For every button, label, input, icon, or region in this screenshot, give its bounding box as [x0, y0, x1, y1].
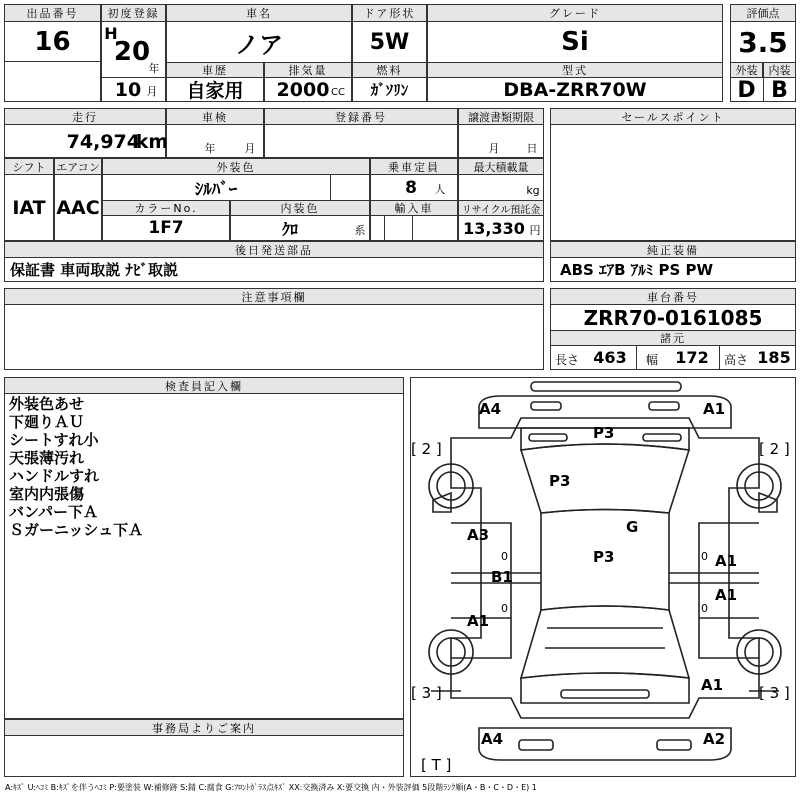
damage-a1-right-lower: A1 [715, 586, 738, 604]
fuel-label: 燃料 [352, 62, 427, 78]
fuel: ｶﾞｿﾘﾝ [370, 81, 409, 99]
inspector-label: 検査員記入欄 [4, 377, 404, 394]
shift-label: シフト [4, 158, 54, 175]
chassis-label: 車台番号 [550, 288, 796, 305]
transfer-month-unit: 月 [488, 142, 500, 155]
chassis-number: ZRR70-0161085 [583, 305, 763, 330]
transfer-day-unit: 日 [526, 142, 538, 155]
month-unit: 月 [146, 85, 158, 98]
recycle-unit: 円 [529, 224, 541, 237]
door-label: ドア形状 [352, 4, 427, 22]
capacity: 8 [405, 177, 417, 198]
damage-legend: A:ｷｽﾞ U:ﾍｺﾐ B:ｷｽﾞを伴うﾍｺﾐ P:要塗装 W:補修跡 S:錆 C:腐食 G:ﾌﾛﾝﾄｶﾞﾗｽ点ｷｽﾞ XX:交換済み X:要交換 内・外装評価 5段階ﾗﾝｸ順(A・B・C・D・E) 1 [5, 783, 537, 792]
sales-point-box [550, 124, 796, 241]
inspector-line: 下廻りＡＵ [9, 413, 85, 431]
history-label: 車歴 [166, 62, 264, 78]
office-label: 事務局よりご案内 [4, 719, 404, 736]
door-type: 5W [369, 29, 410, 55]
ext-color: ｼﾙﾊﾞｰ [194, 180, 238, 200]
sales-point-label: セールスポイント [550, 108, 796, 125]
capacity-unit: 人 [434, 183, 446, 196]
tire-tag-rear-left: [ 3 ] [411, 684, 442, 702]
inspector-line: 外装色あせ [9, 395, 85, 413]
inspection-label: 車検 [166, 108, 264, 125]
color-no: 1F7 [148, 218, 184, 238]
lot-number: 16 [34, 27, 71, 57]
genuine-label: 純正装備 [550, 241, 796, 258]
ac-label: エアコン [54, 158, 102, 175]
grade-label: グレード [427, 4, 723, 22]
notes-box [4, 304, 544, 370]
genuine-equipment: ABS ｴｱB ｱﾙﾐ PS PW [560, 261, 714, 279]
displacement: 2000 [276, 78, 330, 101]
later-parts-label: 後日発送部品 [4, 241, 544, 258]
int-color-unit: 系 [354, 224, 366, 237]
damage-zero-right-1: 0 [701, 550, 708, 563]
max-load-unit: kg [526, 183, 540, 197]
import-divider-2 [412, 215, 413, 241]
inspector-line: Ｓガーニッシュ下Ａ [9, 521, 144, 539]
height: 185 [757, 348, 791, 367]
dims-label: 諸元 [550, 330, 796, 346]
lot-divider [4, 61, 101, 62]
damage-p3-hood: P3 [549, 472, 571, 490]
damage-a4-rear: A4 [481, 730, 504, 748]
import-label: 輸入車 [370, 200, 458, 216]
score-divider [763, 78, 764, 102]
year-unit: 年 [148, 62, 160, 75]
reg-no-cell [264, 124, 458, 158]
reg-year: 20 [113, 37, 151, 67]
damage-p3-windshield: P3 [593, 424, 615, 442]
dims-divider-1 [636, 345, 637, 370]
model: DBA-ZRR70W [503, 78, 647, 101]
damage-p3-roof: P3 [593, 548, 615, 566]
int-color: ｸﾛ [281, 219, 298, 239]
inspector-line: 室内内張傷 [9, 485, 85, 503]
width: 172 [675, 348, 709, 367]
model-label: 型式 [427, 62, 723, 78]
capacity-label: 乗車定員 [370, 158, 458, 175]
damage-a3-left: A3 [467, 526, 490, 544]
damage-a1-rear-right: A1 [701, 676, 724, 694]
max-load-label: 最大積載量 [458, 158, 544, 175]
exterior-label: 外装 [730, 62, 763, 78]
era-letter: H [104, 23, 118, 43]
grade: Si [561, 27, 589, 57]
displacement-unit: CC [331, 86, 345, 98]
import-divider [384, 215, 385, 241]
tire-tag-front-right: [ 2 ] [759, 440, 790, 458]
damage-g: G [626, 518, 639, 536]
inspector-line: シートすれ小 [9, 431, 99, 449]
lot-number-label: 出品番号 [4, 4, 101, 22]
ext-color-label: 外装色 [102, 158, 370, 175]
damage-a1-front: A1 [703, 400, 726, 418]
length: 463 [593, 348, 627, 367]
interior-grade: B [771, 77, 788, 103]
transfer-label: 譲渡書類期限 [458, 108, 544, 125]
interior-label: 内装 [763, 62, 796, 78]
damage-a1-right-upper: A1 [715, 552, 738, 570]
damage-a1-left: A1 [467, 612, 490, 630]
car-name-label: 車名 [166, 4, 352, 22]
car-name: ノア [235, 30, 283, 59]
reg-no-label: 登録番号 [264, 108, 458, 125]
damage-zero-right-2: 0 [701, 602, 708, 615]
score-label: 評価点 [730, 4, 796, 22]
score: 3.5 [738, 25, 788, 59]
exterior-grade: D [737, 77, 756, 103]
damage-b1-left: B1 [491, 568, 513, 586]
width-label: 幅 [646, 352, 659, 367]
history: 自家用 [186, 80, 244, 102]
inspector-line: ハンドルすれ [9, 467, 100, 485]
later-parts: 保証書 車両取説 ﾅﾋﾞ取説 [10, 261, 178, 279]
mileage: 74,974 [66, 131, 140, 153]
length-label: 長さ [555, 352, 580, 367]
tire-tag-rear-right: [ 3 ] [759, 684, 790, 702]
car-diagram [410, 377, 796, 777]
mileage-unit: km [135, 131, 169, 153]
displacement-label: 排気量 [264, 62, 352, 78]
damage-a4-front: A4 [479, 400, 502, 418]
office-box [4, 735, 404, 777]
damage-zero-left-2: 0 [501, 602, 508, 615]
inspector-line: バンパー下Ａ [9, 503, 98, 521]
color-no-label: カラーNo. [102, 200, 230, 216]
dims-divider-2 [719, 345, 720, 370]
spare-tire-tag: [ T ] [421, 756, 452, 774]
height-label: 高さ [724, 352, 749, 367]
recycle-label: リサイクル預託金 [458, 200, 544, 216]
damage-zero-left-1: 0 [501, 550, 508, 563]
ac: AAC [56, 196, 100, 219]
mileage-label: 走行 [4, 108, 166, 125]
first-reg-label: 初度登録 [101, 4, 166, 22]
damage-a2-rear: A2 [703, 730, 726, 748]
reg-month: 10 [114, 78, 142, 101]
shift: IAT [12, 196, 46, 219]
tire-tag-front-left: [ 2 ] [411, 440, 442, 458]
ext-color-divider [330, 174, 331, 201]
recycle: 13,330 [463, 218, 525, 238]
inspector-lines [9, 395, 143, 539]
notes-label: 注意事項欄 [4, 288, 544, 305]
int-color-label: 内装色 [230, 200, 370, 216]
inspection-year-unit: 年 [204, 142, 216, 155]
inspector-line: 天張薄汚れ [9, 449, 85, 467]
inspection-month-unit: 月 [244, 142, 256, 155]
